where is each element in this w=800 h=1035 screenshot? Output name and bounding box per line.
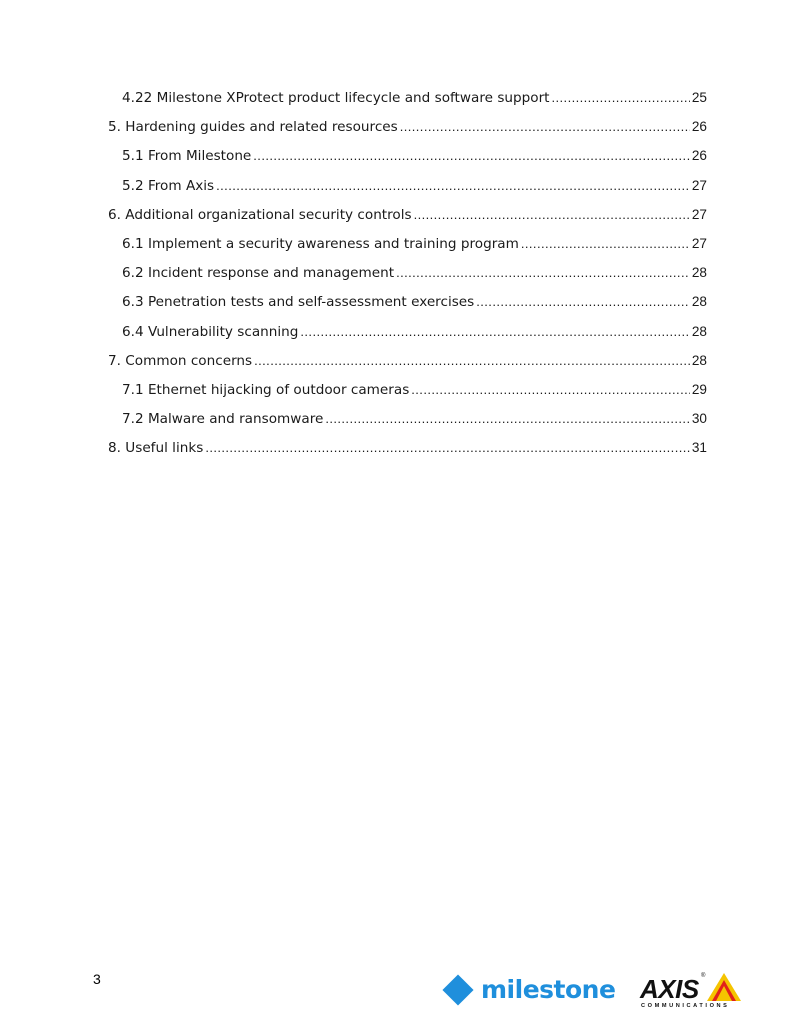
toc-entry-title: 7.2 Malware and ransomware <box>122 411 324 428</box>
toc-entry-page: 25 <box>691 90 707 105</box>
milestone-logo <box>442 975 615 1004</box>
toc-entry-title: 5. Hardening guides and related resources <box>108 119 398 136</box>
toc-dot-leader <box>411 382 690 397</box>
toc-entry-page: 27 <box>691 235 707 251</box>
toc-entry[interactable] <box>108 236 707 265</box>
toc-entry-title: 6.2 Incident response and management <box>122 265 395 282</box>
toc-entry-page: 29 <box>691 381 707 397</box>
toc-entry[interactable] <box>108 324 707 353</box>
toc-entry-page: 31 <box>691 440 707 456</box>
toc-dot-leader <box>205 440 690 455</box>
toc-entry[interactable] <box>108 178 707 207</box>
toc-dot-leader <box>552 90 690 105</box>
toc-entry-title: 7.1 Ethernet hijacking of outdoor cameras <box>122 381 410 398</box>
page-number: 3 <box>93 971 101 987</box>
toc-entry[interactable] <box>108 207 707 236</box>
toc-entry-title: 5.1 From Milestone <box>122 148 252 165</box>
toc-entry-page: 27 <box>691 206 707 222</box>
toc-entry-title: 6.1 Implement a security awareness and training program <box>122 235 519 252</box>
toc-entry[interactable] <box>108 353 707 382</box>
toc-entry-page: 28 <box>691 323 707 339</box>
toc-entry[interactable] <box>108 382 707 411</box>
axis-logo-subtext: COMMUNICATIONS <box>641 1003 730 1009</box>
axis-logo-text: AXIS <box>640 974 699 1004</box>
toc-entry[interactable] <box>108 265 707 294</box>
toc-entry-page: 26 <box>691 119 707 135</box>
toc-entry[interactable] <box>108 440 707 469</box>
toc-entry-title: 6.3 Penetration tests and self-assessment exercises <box>122 294 475 311</box>
milestone-logo-text: milestone <box>481 975 616 1004</box>
toc-dot-leader <box>476 294 690 309</box>
axis-triangle-icon <box>706 972 742 1002</box>
toc-entry-title: 5.2 From Axis <box>122 177 215 194</box>
toc-entry-title: 7. Common concerns <box>108 352 253 369</box>
toc-entry-page: 28 <box>691 265 707 281</box>
toc-dot-leader <box>325 411 690 426</box>
toc-entry-page: 28 <box>691 294 707 310</box>
toc-dot-leader <box>254 353 690 368</box>
axis-registered-mark: ® <box>701 973 706 979</box>
toc-entry-title: 8. Useful links <box>108 440 204 457</box>
toc-dot-leader <box>253 148 690 163</box>
toc-entry-page: 28 <box>691 352 707 368</box>
toc-entry-title: 6.4 Vulnerability scanning <box>122 323 299 340</box>
toc-dot-leader <box>396 265 690 280</box>
axis-logo <box>640 970 744 1012</box>
milestone-diamond-icon <box>442 974 473 1005</box>
toc-dot-leader <box>521 236 690 251</box>
toc-entry-page: 30 <box>691 411 707 427</box>
toc-entry[interactable] <box>108 148 707 177</box>
toc-dot-leader <box>300 324 689 339</box>
toc-entry-page: 27 <box>691 177 707 193</box>
toc-entry[interactable] <box>108 90 707 119</box>
toc-dot-leader <box>414 207 690 222</box>
toc-dot-leader <box>400 119 690 134</box>
toc-entry[interactable] <box>108 294 707 323</box>
toc-entry-title: 6. Additional organizational security controls <box>108 206 412 223</box>
toc-entry[interactable] <box>108 119 707 148</box>
toc-dot-leader <box>216 178 690 193</box>
toc-entry-page: 26 <box>691 148 707 164</box>
toc-entry-title: 4.22 Milestone XProtect product lifecycle and software support <box>122 90 550 106</box>
toc-entry[interactable] <box>108 411 707 440</box>
table-of-contents <box>108 90 707 469</box>
